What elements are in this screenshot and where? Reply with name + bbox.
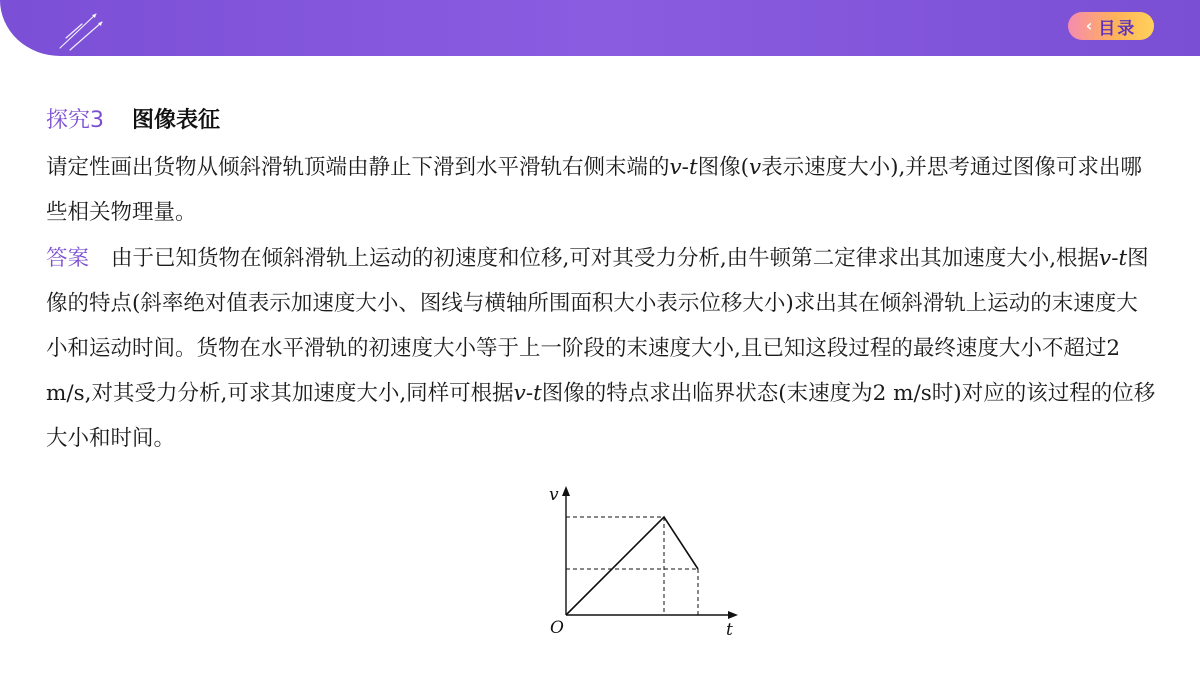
answer-t: t <box>1118 246 1128 271</box>
question-t: t <box>688 155 698 180</box>
section-tag: 探究3 <box>46 107 104 133</box>
answer-dash: - <box>1111 246 1119 271</box>
answer-dash2: - <box>525 381 534 406</box>
question-part3: 表示速度大小),并思考通过图像可求出哪些相关物理量。 <box>46 155 1142 225</box>
question-dash: - <box>681 155 689 180</box>
answer-v: v <box>1099 246 1112 271</box>
vt-curve <box>566 517 698 615</box>
question-v: v <box>669 155 682 180</box>
answer-part2: 图像的特点(斜率绝对值表示加速度大小、图线与横轴所围面积大小表示位移大小)求出其在倾斜滑轨上运动的末速度大小和运动时间。货物在水平滑轨的初速度大小等于上一阶段的末速度大小,且已知这段过程的最终速度大小不超过2 m/s,对其受力分析,可求其加速度大小,同样可根据 <box>46 246 1149 406</box>
answer-text <box>46 236 1156 461</box>
vt-graph <box>540 478 760 648</box>
answer-t2: t <box>533 381 542 406</box>
answer-part3: 图像的特点求出临界状态(末速度为2 m/s时)对应的该过程的位移大小和时间。 <box>46 381 1156 451</box>
section-heading <box>46 100 220 136</box>
toc-button[interactable] <box>1068 12 1154 40</box>
origin-label: O <box>550 618 564 638</box>
y-axis-label: v <box>549 485 559 505</box>
shooting-stars-icon <box>52 8 112 52</box>
question-text <box>46 145 1156 235</box>
top-banner <box>0 0 1200 56</box>
section-title: 图像表征 <box>132 107 221 133</box>
answer-part1: 由于已知货物在倾斜滑轨上运动的初速度和位移,可对其受力分析,由牛顿第二定律求出其加速度大小,根据 <box>111 246 1100 271</box>
chevron-left-icon: ‹ <box>1085 16 1093 35</box>
x-axis-arrow-icon <box>728 611 738 619</box>
y-axis-arrow-icon <box>562 486 570 496</box>
x-axis-label: t <box>726 620 733 640</box>
question-part2: 图像( <box>697 155 749 180</box>
answer-label: 答案 <box>46 246 90 271</box>
question-v2: v <box>748 155 762 180</box>
question-part1: 请定性画出货物从倾斜滑轨顶端由静止下滑到水平滑轨右侧末端的 <box>46 155 670 180</box>
toc-label: 目录 <box>1098 18 1137 39</box>
answer-v2: v <box>513 381 526 406</box>
